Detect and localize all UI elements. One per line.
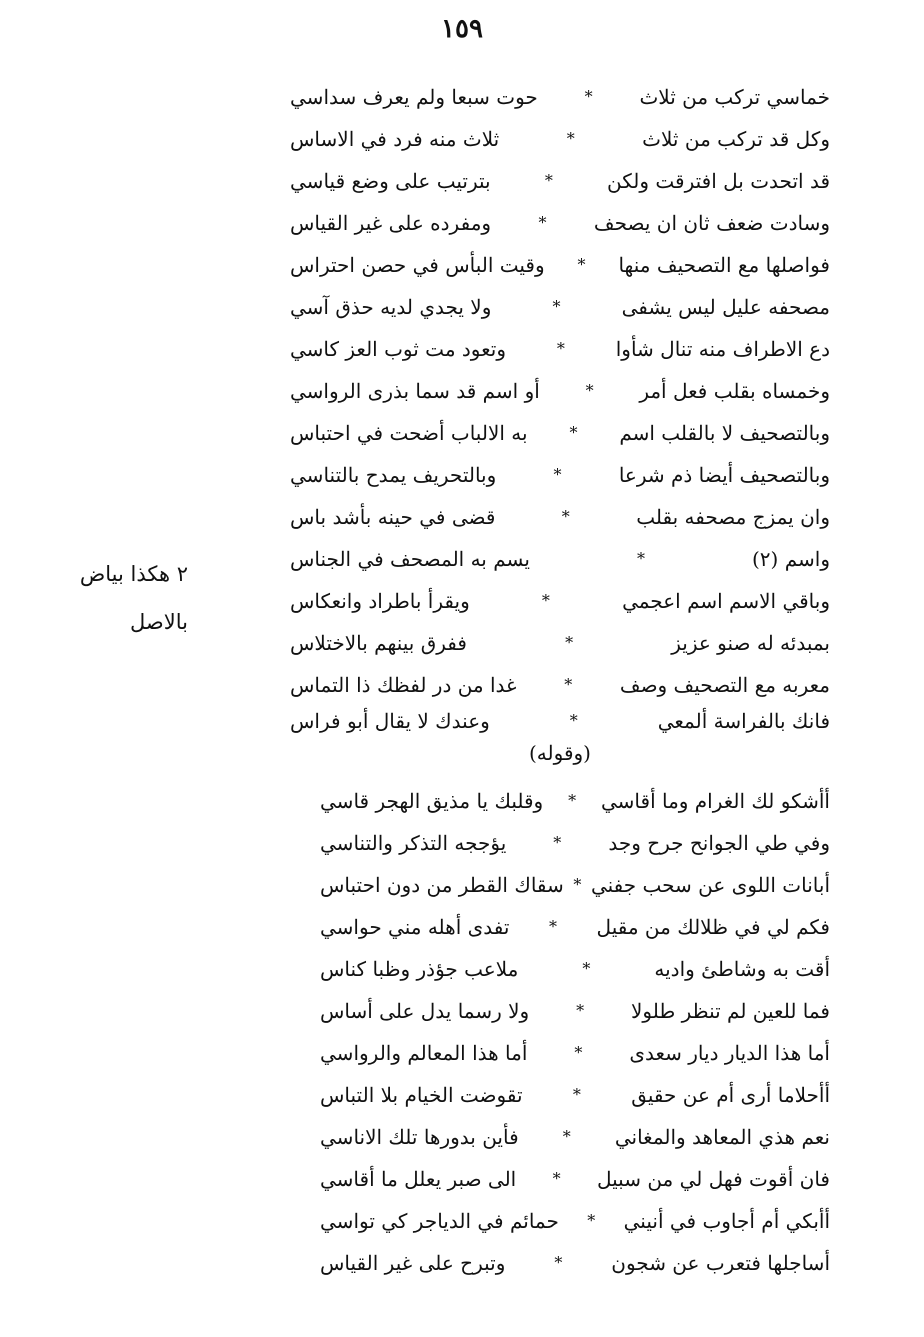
second-hemistich: سقاك القطر من دون احتباس — [320, 873, 564, 897]
first-hemistich: قد اتحدت بل افترقت ولكن — [607, 169, 830, 193]
first-hemistich: وبالتصحيف لا بالقلب اسم — [619, 421, 830, 445]
margin-note — [8, 550, 188, 646]
verse-separator-star: * — [552, 1169, 561, 1188]
verse-line — [320, 949, 830, 989]
verse-line — [290, 77, 830, 117]
verse-separator-star: * — [577, 255, 586, 274]
verse-line — [290, 161, 830, 201]
first-hemistich: وخمساه بقلب فعل أمر — [639, 379, 830, 403]
second-hemistich: الى صبر يعلل ما أقاسي — [320, 1167, 517, 1191]
first-hemistich: وفي طي الجوانح جرح وجد — [608, 831, 830, 855]
verse-separator-star: * — [556, 339, 565, 358]
second-hemistich: ولا يجدي لديه حذق آسي — [290, 295, 492, 319]
verse-line — [320, 1075, 830, 1115]
second-hemistich: ثلاث منه فرد في الاساس — [290, 127, 500, 151]
verse-separator-star: * — [573, 875, 582, 894]
verse-line — [320, 1243, 830, 1283]
first-hemistich: بمبدئه له صنو عزيز — [671, 631, 830, 655]
first-hemistich: أبانات اللوى عن سحب جفني — [590, 873, 830, 897]
verse-separator-star: * — [553, 465, 562, 484]
first-hemistich: وكل قد تركب من ثلاث — [642, 127, 830, 151]
verse-separator-star: * — [541, 591, 550, 610]
verse-separator-star: * — [562, 1127, 571, 1146]
second-hemistich: وتعود مت ثوب العز كاسي — [290, 337, 506, 361]
second-hemistich: ومفرده على غير القياس — [290, 211, 492, 235]
second-hemistich: تقوضت الخيام بلا التباس — [320, 1083, 523, 1107]
verse-separator-star: * — [568, 791, 577, 810]
verse-line — [290, 701, 830, 741]
verse-line — [290, 539, 830, 579]
first-hemistich: وسادت ضعف ثان ان يصحف — [593, 211, 830, 235]
second-hemistich: غدا من در لفظك ذا التماس — [290, 673, 517, 697]
verse-line — [290, 623, 830, 663]
second-hemistich: ولا رسما يدل على أساس — [320, 999, 530, 1023]
verse-line — [320, 1159, 830, 1199]
verse-separator-star: * — [584, 87, 593, 106]
verse-separator-star: * — [552, 297, 561, 316]
first-hemistich: فواصلها مع التصحيف منها — [618, 253, 830, 277]
verse-line — [290, 245, 830, 285]
first-hemistich: أما هذا الديار ديار سعدى — [629, 1041, 830, 1065]
verse-line — [290, 371, 830, 411]
verse-separator-star: * — [549, 917, 557, 936]
verse-line — [290, 119, 830, 159]
first-hemistich: أأشكو لك الغرام وما أقاسي — [600, 789, 830, 813]
second-hemistich: أما هذا المعالم والرواسي — [320, 1041, 528, 1065]
verse-line — [290, 413, 830, 453]
second-hemistich: وقيت البأس في حصن احتراس — [290, 253, 545, 277]
first-hemistich: أساجلها فتعرب عن شجون — [611, 1251, 830, 1275]
first-hemistich: فكم لي في ظلالك من مقيل — [596, 915, 830, 939]
first-hemistich: فما للعين لم تنظر طلولا — [631, 999, 830, 1023]
first-hemistich: مصحفه عليل ليس يشفى — [621, 295, 830, 319]
verse-line — [290, 581, 830, 621]
verse-separator-star: * — [538, 213, 547, 232]
verse-line — [320, 1201, 830, 1241]
verse-separator-star: * — [564, 675, 573, 694]
margin-note-line: ٢ هكذا بياض — [79, 562, 188, 586]
verse-line — [320, 907, 830, 947]
second-hemistich: وقلبك يا مذيق الهجر قاسي — [320, 789, 544, 813]
verse-line — [290, 497, 830, 537]
first-hemistich: دع الاطراف منه تنال شأوا — [615, 337, 830, 361]
margin-note-line: بالاصل — [130, 610, 188, 634]
poem-heading: (وقوله) — [529, 741, 591, 765]
verse-separator-star: * — [544, 171, 553, 190]
first-hemistich: وان يمزج مصحفه بقلب — [636, 505, 830, 529]
verse-line — [320, 1117, 830, 1157]
first-hemistich: وباقي الاسم اسم اعجمي — [622, 589, 830, 613]
verse-line — [320, 991, 830, 1031]
verse-separator-star: * — [572, 1085, 581, 1104]
second-hemistich: وتبرح على غير القياس — [320, 1251, 506, 1275]
second-hemistich: وبالتحريف يمدح بالتناسي — [290, 463, 497, 487]
verse-separator-star: * — [636, 549, 645, 568]
second-hemistich: أو اسم قد سما بذرى الرواسي — [290, 379, 540, 403]
second-hemistich: ففرق بينهم بالاختلاس — [290, 631, 467, 655]
verse-line — [290, 203, 830, 243]
second-hemistich: تفدى أهله مني حواسي — [320, 915, 510, 939]
first-hemistich: فانك بالفراسة ألمعي — [657, 709, 830, 733]
second-hemistich: بترتيب على وضع قياسي — [290, 169, 491, 193]
verse-separator-star: * — [576, 1001, 585, 1020]
first-hemistich: أأبكي أم أجاوب في أنيني — [623, 1209, 830, 1233]
verse-line — [320, 865, 830, 905]
second-hemistich: ويقرأ باطراد وانعكاس — [290, 589, 470, 613]
verse-separator-star: * — [569, 423, 578, 442]
verse-line — [320, 1033, 830, 1073]
verse-separator-star: * — [553, 833, 562, 852]
verse-separator-star: * — [585, 381, 594, 400]
second-hemistich: حمائم في الدياجر كي تواسي — [320, 1209, 559, 1233]
second-hemistich: قضى في حينه بأشد باس — [290, 505, 496, 529]
verse-separator-star: * — [565, 633, 574, 652]
second-hemistich: حوت سبعا ولم يعرف سداسي — [290, 85, 538, 109]
second-hemistich: وعندك لا يقال أبو فراس — [290, 709, 490, 733]
first-hemistich: واسم (٢) — [751, 547, 830, 571]
second-hemistich: به الالباب أضحت في احتباس — [290, 421, 528, 445]
second-hemistich: ملاعب جؤذر وظبا كناس — [320, 957, 519, 981]
verse-separator-star: * — [569, 711, 578, 730]
verse-separator-star: * — [574, 1043, 583, 1062]
second-hemistich: فأين بدورها تلك الاناسي — [320, 1125, 519, 1149]
first-hemistich: وبالتصحيف أيضا ذم شرعا — [618, 463, 830, 487]
verse-separator-star: * — [554, 1253, 563, 1272]
verse-separator-star: * — [566, 129, 575, 148]
verse-line — [320, 781, 830, 821]
first-hemistich: نعم هذي المعاهد والمغاني — [614, 1125, 830, 1149]
verse-separator-star: * — [561, 507, 570, 526]
first-hemistich: أقت به وشاطئ واديه — [654, 957, 830, 981]
second-hemistich: يؤججه التذكر والتناسي — [320, 831, 507, 855]
verse-line — [290, 665, 830, 705]
first-hemistich: معربه مع التصحيف وصف — [619, 673, 830, 697]
first-hemistich: فان أقوت فهل لي من سبيل — [596, 1167, 830, 1191]
verse-separator-star: * — [587, 1211, 596, 1230]
verse-line — [320, 823, 830, 863]
verse-separator-star: * — [582, 959, 591, 978]
verse-line — [290, 455, 830, 495]
verse-line — [290, 287, 830, 327]
first-hemistich: خماسي تركب من ثلاث — [639, 85, 830, 109]
first-hemistich: أأحلاما أرى أم عن حقيق — [631, 1083, 830, 1107]
verse-line — [290, 329, 830, 369]
page-number: ١٥٩ — [441, 14, 483, 44]
second-hemistich: يسم به المصحف في الجناس — [290, 547, 530, 571]
